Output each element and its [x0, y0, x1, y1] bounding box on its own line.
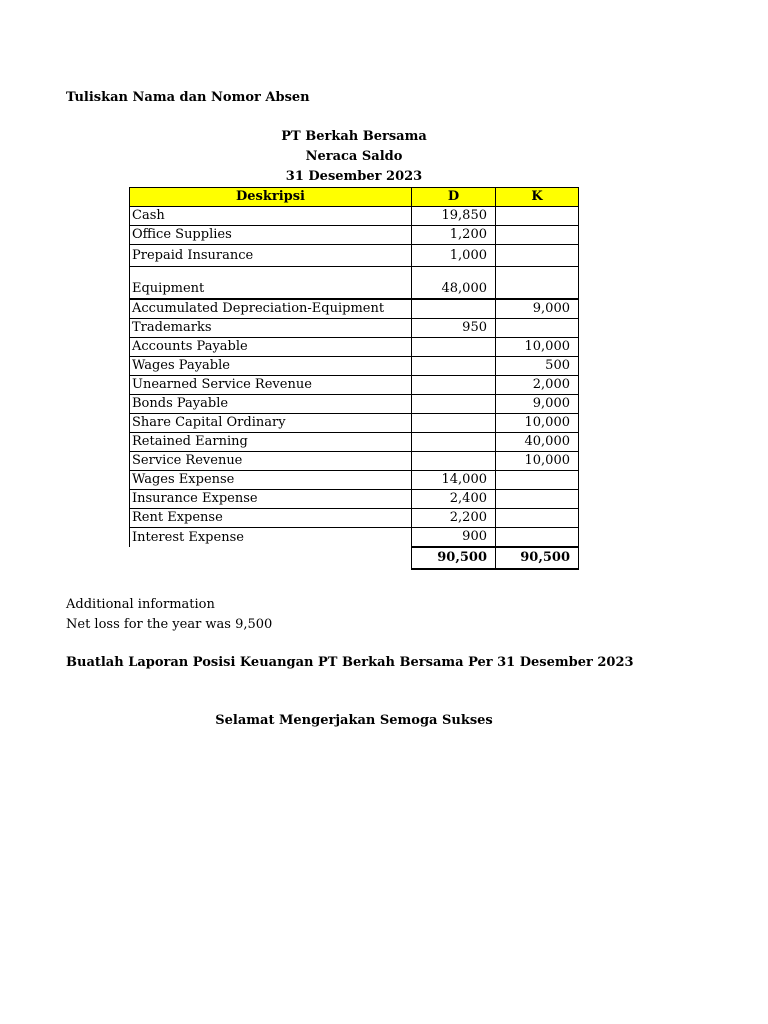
row-debit: 900: [412, 528, 496, 548]
row-credit: 9,000: [496, 395, 579, 414]
row-debit: [412, 433, 496, 452]
row-description: Unearned Service Revenue: [130, 376, 412, 395]
row-description: Trademarks: [130, 319, 412, 338]
table-row: [130, 207, 579, 226]
row-credit: 10,000: [496, 452, 579, 471]
table-row: [130, 452, 579, 471]
column-header-description: Deskripsi: [130, 188, 412, 207]
row-credit: [496, 490, 579, 509]
row-description: Accounts Payable: [130, 338, 412, 357]
table-row: [130, 509, 579, 528]
additional-info-label: Additional information: [66, 597, 215, 612]
row-credit: [496, 245, 579, 267]
table-row: [130, 267, 579, 300]
row-debit: [412, 299, 496, 319]
row-debit: 950: [412, 319, 496, 338]
row-description: Prepaid Insurance: [130, 245, 412, 267]
total-debit: 90,500: [412, 547, 496, 569]
table-row: [130, 319, 579, 338]
row-credit: [496, 267, 579, 300]
column-header-debit: D: [412, 188, 496, 207]
task-instruction: Buatlah Laporan Posisi Keuangan PT Berkah Bersama Per 31 Desember 2023: [66, 655, 634, 670]
row-credit: 10,000: [496, 338, 579, 357]
row-description: Service Revenue: [130, 452, 412, 471]
closing-message: Selamat Mengerjakan Semoga Sukses: [215, 713, 493, 728]
row-description: Office Supplies: [130, 226, 412, 245]
row-credit: 40,000: [496, 433, 579, 452]
row-description: Interest Expense: [130, 528, 412, 548]
column-header-credit: K: [496, 188, 579, 207]
row-description: Cash: [130, 207, 412, 226]
table-row: [130, 299, 579, 319]
total-row-spacer: [130, 547, 412, 569]
row-description: Wages Payable: [130, 357, 412, 376]
row-description: Retained Earning: [130, 433, 412, 452]
row-description: Insurance Expense: [130, 490, 412, 509]
table-total-row: [130, 547, 579, 569]
row-credit: [496, 207, 579, 226]
row-debit: [412, 376, 496, 395]
table-row: [130, 376, 579, 395]
table-row: [130, 490, 579, 509]
total-credit: 90,500: [496, 547, 579, 569]
instruction-text: Tuliskan Nama dan Nomor Absen: [66, 90, 310, 105]
row-debit: 1,200: [412, 226, 496, 245]
trial-balance-table: [129, 187, 579, 570]
table-row: [130, 395, 579, 414]
row-description: Bonds Payable: [130, 395, 412, 414]
table-row: [130, 433, 579, 452]
row-credit: 9,000: [496, 299, 579, 319]
table-row: [130, 245, 579, 267]
row-debit: 1,000: [412, 245, 496, 267]
table-row: [130, 471, 579, 490]
row-credit: [496, 509, 579, 528]
row-credit: [496, 226, 579, 245]
table-row: [130, 338, 579, 357]
row-debit: 2,200: [412, 509, 496, 528]
row-credit: 2,000: [496, 376, 579, 395]
table-header-row: [130, 188, 579, 207]
company-name: PT Berkah Bersama: [281, 129, 427, 144]
row-description: Equipment: [130, 267, 412, 300]
row-credit: 500: [496, 357, 579, 376]
row-description: Accumulated Depreciation-Equipment: [130, 299, 412, 319]
table-row: [130, 528, 579, 548]
row-debit: 2,400: [412, 490, 496, 509]
row-debit: [412, 414, 496, 433]
row-debit: [412, 395, 496, 414]
row-credit: [496, 319, 579, 338]
row-description: Rent Expense: [130, 509, 412, 528]
table-row: [130, 357, 579, 376]
table-row: [130, 414, 579, 433]
row-debit: 48,000: [412, 267, 496, 300]
row-description: Share Capital Ordinary: [130, 414, 412, 433]
row-credit: [496, 471, 579, 490]
net-loss-note: Net loss for the year was 9,500: [66, 617, 273, 632]
row-description: Wages Expense: [130, 471, 412, 490]
row-debit: [412, 357, 496, 376]
row-debit: 14,000: [412, 471, 496, 490]
report-date: 31 Desember 2023: [285, 169, 423, 184]
row-debit: 19,850: [412, 207, 496, 226]
row-debit: [412, 452, 496, 471]
table-row: [130, 226, 579, 245]
row-credit: [496, 528, 579, 548]
row-credit: 10,000: [496, 414, 579, 433]
row-debit: [412, 338, 496, 357]
report-title: Neraca Saldo: [305, 149, 403, 164]
